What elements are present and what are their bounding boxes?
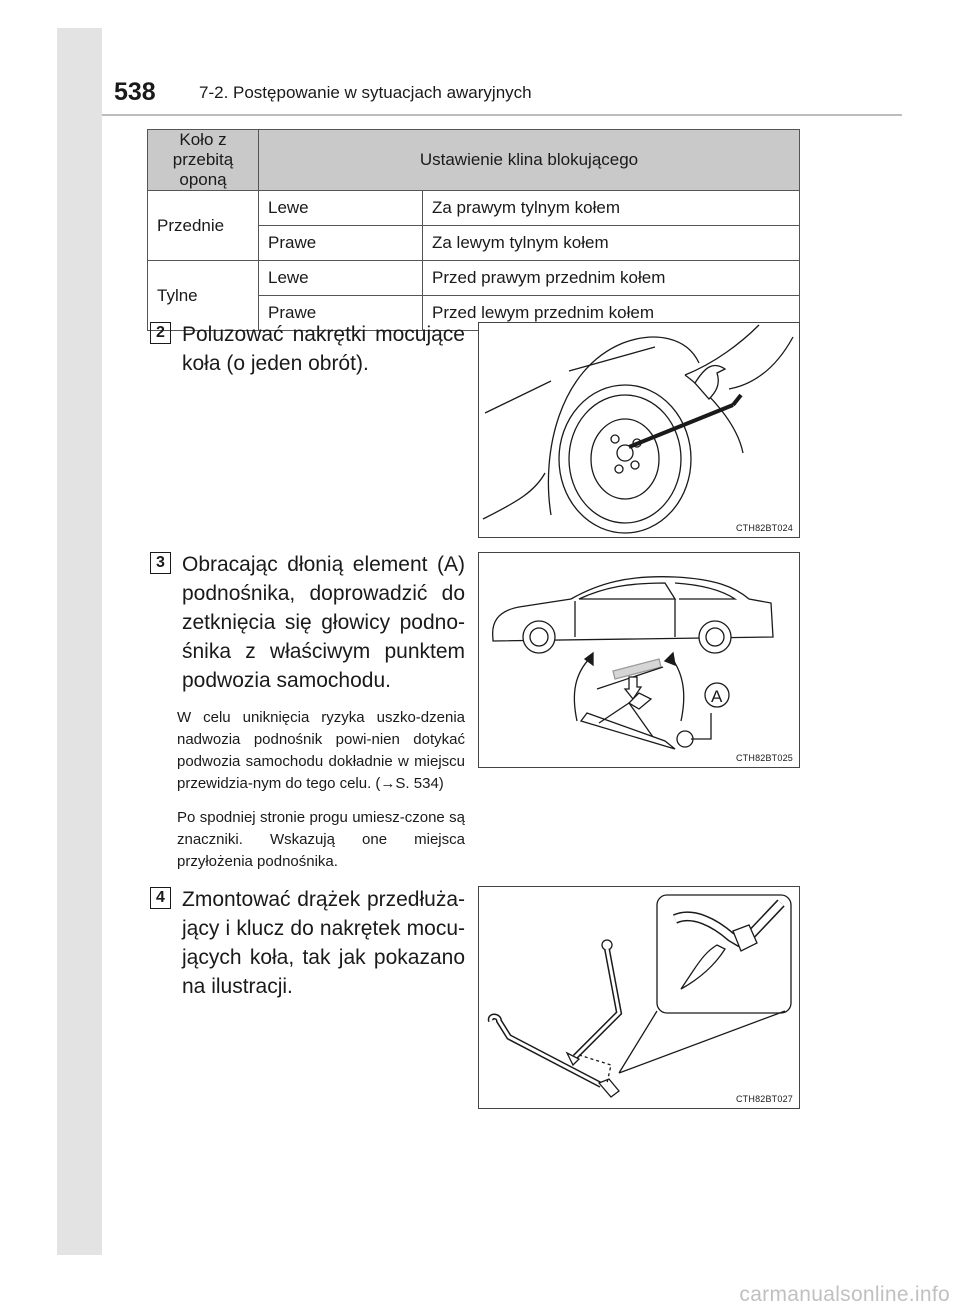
wheel-chock-table [147, 129, 800, 331]
step-text: Obracając dłonią element (A) podnośnika, doprowadzić do zetknięcia się głowicy podno-śnika z właściwym punktem podwozia samochodu. [182, 553, 465, 692]
step-2 [150, 320, 465, 378]
table-row [148, 191, 800, 226]
page-header [102, 78, 902, 114]
figure-assemble-handle [478, 886, 800, 1109]
table-cell-position: Za prawym tylnym kołem [423, 191, 800, 226]
figure-jack-position [478, 552, 800, 768]
table-header-row [148, 130, 800, 191]
table-group-label: Przednie [148, 191, 259, 261]
watermark: carmanualsonline.info [739, 1283, 950, 1306]
figure-code: CTH82BT024 [735, 523, 793, 533]
step-number: 4 [150, 887, 171, 909]
extension-bar-illustration [479, 887, 800, 1109]
table-cell-position: Przed lewym przednim kołem [423, 296, 800, 331]
figure-code: CTH82BT027 [735, 1094, 793, 1104]
table-cell-side: Lewe [259, 191, 423, 226]
page-number: 538 [114, 78, 156, 106]
step-note: W celu uniknięcia ryzyka uszko-dzenia nadwozia podnośnik powi-nien dotykać podwozia samochodu dokładnie w miejscu przewidzia-nym do tego celu. (→S. 534) [177, 709, 465, 792]
side-strip [57, 28, 102, 1255]
step-text: Zmontować drążek przedłuża-jący i klucz do nakrętek mocu-jących koła, tak jak pokazano na ilustracji. [182, 888, 465, 998]
figure-code: CTH82BT025 [735, 753, 793, 763]
table-header: Koło z przebitą oponą [148, 130, 259, 191]
step-text: Poluzować nakrętki mocujące koła (o jeden obrót). [182, 323, 465, 375]
table-header: Ustawienie klina blokującego [259, 130, 800, 191]
step-number: 2 [150, 322, 171, 344]
table-cell-position: Za lewym tylnym kołem [423, 226, 800, 261]
table-cell-position: Przed prawym przednim kołem [423, 261, 800, 296]
car-and-jack-illustration [479, 553, 800, 768]
step-number: 3 [150, 552, 171, 574]
section-title: 7-2. Postępowanie w sytuacjach awaryjnych [199, 83, 532, 102]
table-cell-side: Prawe [259, 226, 423, 261]
step-3 [150, 550, 465, 873]
wheel-wrench-illustration [479, 323, 800, 538]
table-row [148, 261, 800, 296]
step-note: Po spodniej stronie progu umiesz-czone są znaczniki. Wskazują one miejsca przyłożenia podnośnika. [177, 809, 465, 870]
table-group-label: Tylne [148, 261, 259, 331]
callout-label-a: A [711, 687, 723, 706]
table-cell-side: Lewe [259, 261, 423, 296]
step-4 [150, 885, 465, 1001]
header-rule [102, 114, 902, 116]
table-cell-side: Prawe [259, 296, 423, 331]
figure-loosen-nuts [478, 322, 800, 538]
